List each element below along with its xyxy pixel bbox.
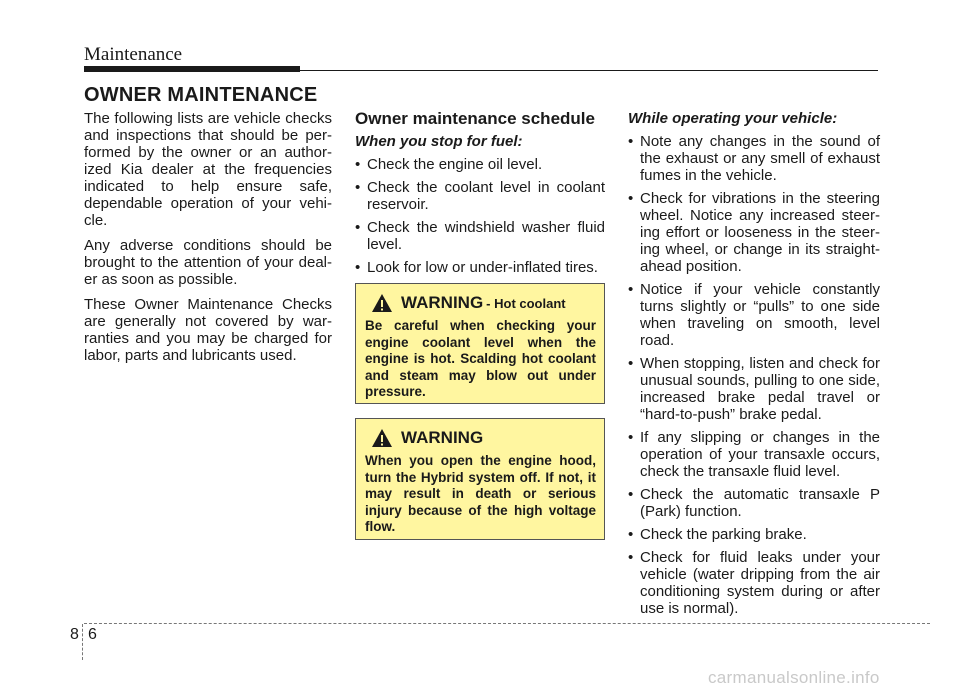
warning-box-hot-coolant	[355, 283, 605, 404]
intro-paragraph: Any adverse conditions should be brought to the attention of your deal-er as soon as possible.	[84, 237, 332, 288]
fuel-checklist	[355, 156, 605, 276]
fuel-heading: When you stop for fuel:	[355, 133, 523, 150]
operating-checklist	[628, 133, 880, 617]
warning-box-hybrid	[355, 418, 605, 540]
list-item: • Check the parking brake.	[628, 526, 807, 543]
operating-heading: While operating your vehicle:	[628, 110, 838, 127]
warning-label: WARNING	[401, 428, 484, 447]
list-item: • Check the coolant level in coolant reservoir.	[355, 179, 605, 213]
warning-header	[371, 292, 596, 314]
warning-subtitle: - Hot coolant	[486, 295, 566, 311]
list-item: • Check the engine oil level.	[355, 156, 543, 173]
warning-text: Be careful when checking your engine coolant level when the engine is hot. Scalding hot coolant and steam may blow out under pressure.	[365, 318, 596, 399]
warning-label: WARNING	[401, 293, 484, 312]
list-item: • Note any changes in the sound of the exhaust or any smell of exhaust fumes in the vehicle.	[628, 133, 880, 184]
schedule-title: Owner maintenance schedule	[355, 109, 595, 128]
operating-column	[628, 110, 880, 623]
warning-header	[371, 427, 596, 449]
header-bar	[84, 66, 300, 72]
header-rule	[300, 70, 878, 71]
watermark: carmanualsonline.info	[708, 668, 880, 687]
list-item: • Notice if your vehicle constantly turns slightly or “pulls” to one side when traveling on smooth, level road.	[628, 281, 880, 349]
chapter-number: 8	[70, 626, 79, 643]
footer-rule	[84, 623, 930, 624]
warning-text: When you open the engine hood, turn the Hybrid system off. If not, it may result in death or serious injury because of the high voltage flow.	[365, 453, 596, 534]
list-item: • Check for vibrations in the steering wheel. Notice any increased steer-ing effort or looseness in the steer-ing wheel, or change in its straight-ahead position.	[628, 190, 880, 275]
page-number: 6	[88, 626, 97, 643]
list-item: • Check the automatic transaxle P (Park) function.	[628, 486, 880, 520]
schedule-column	[355, 110, 605, 282]
section-title: OWNER MAINTENANCE	[84, 84, 318, 106]
intro-paragraph: These Owner Maintenance Checks are generally not covered by war-ranties and you may be charged for labor, parts and lubricants used.	[84, 296, 332, 364]
list-item: • When stopping, listen and check for unusual sounds, pulling to one side, increased brake pedal travel or “hard-to-push” brake pedal.	[628, 355, 880, 423]
page-number-divider	[82, 624, 83, 660]
list-item: • If any slipping or changes in the operation of your transaxle occurs, check the transaxle fluid level.	[628, 429, 880, 480]
intro-column	[84, 110, 332, 372]
chapter-title: Maintenance	[84, 44, 183, 65]
list-item: • Check the windshield washer fluid level.	[355, 219, 605, 253]
warning-triangle-icon	[371, 428, 393, 448]
list-item: • Check for fluid leaks under your vehicle (water dripping from the air conditioning system during or after use is normal).	[628, 549, 880, 617]
intro-paragraph: The following lists are vehicle checks and inspections that should be per-formed by the owner or an author-ized Kia dealer at the frequencies indicated to help ensure safe, dependable operation of your vehi-cle.	[84, 110, 332, 229]
list-item: • Look for low or under-inflated tires.	[355, 259, 598, 276]
warning-triangle-icon	[371, 293, 393, 313]
